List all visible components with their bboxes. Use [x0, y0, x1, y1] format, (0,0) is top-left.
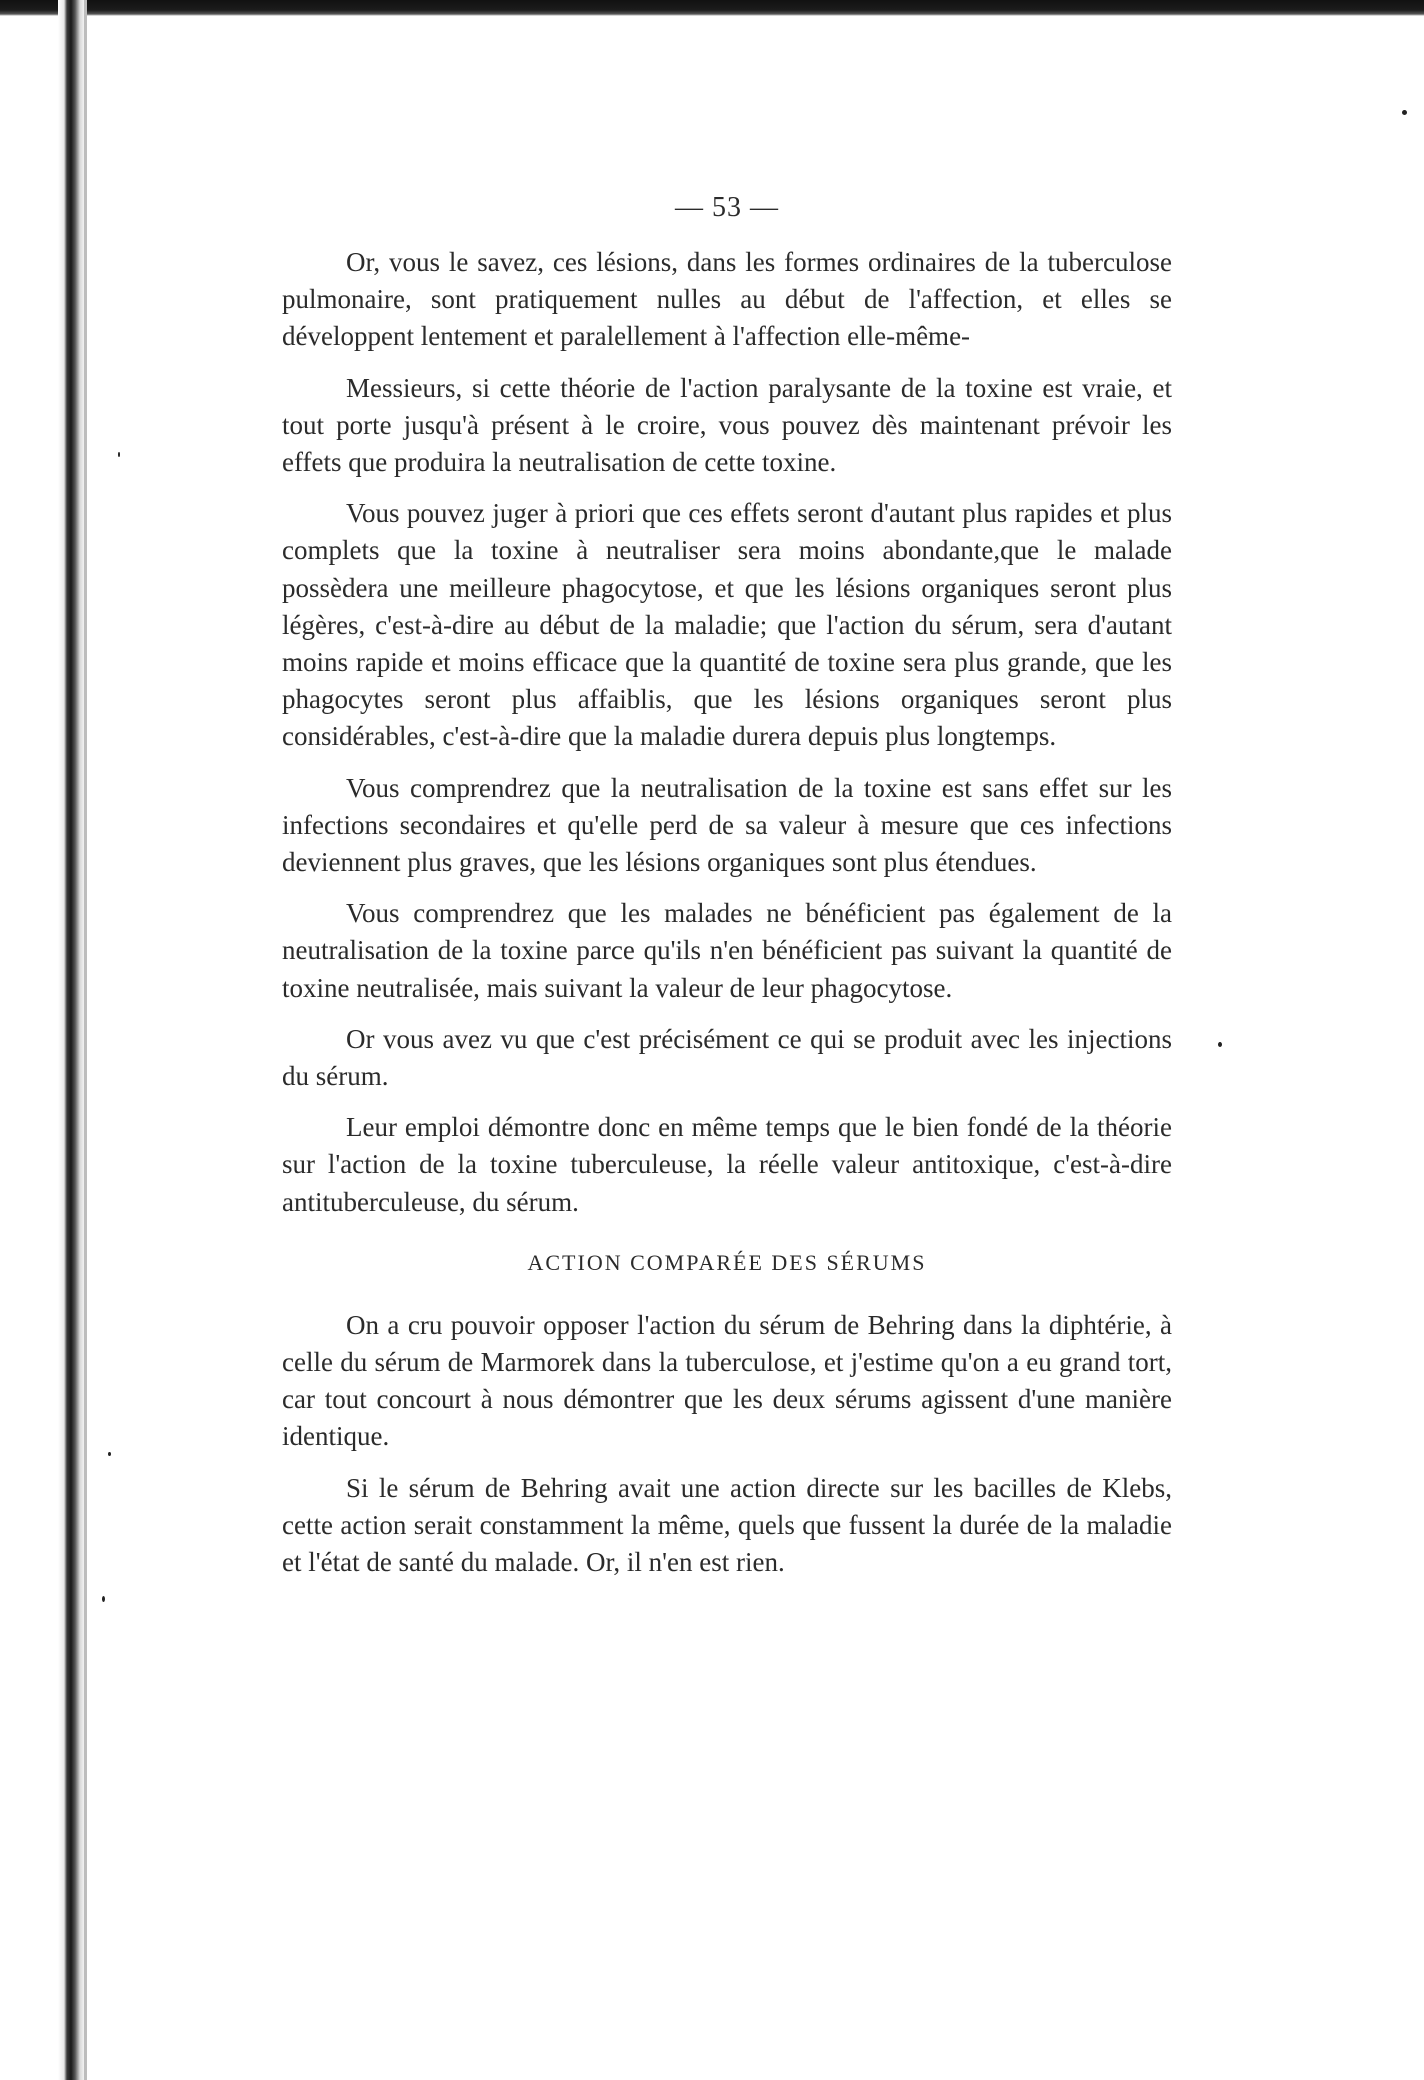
book-binding-shadow: [58, 0, 86, 2080]
section-heading: ACTION COMPARÉE DES SÉRUMS: [527, 1249, 927, 1275]
scan-speck: [1218, 1042, 1222, 1047]
body-paragraph: On a cru pouvoir opposer l'action du sérum de Behring dans la diphtérie, à celle du sérum de Marmorek dans la tuberculose, et j'estime qu'on a eu grand tort, car tout concourt à nous démontrer que les deux sérums agissent d'une manière identique.: [282, 1309, 1172, 1452]
body-paragraph: Vous comprendrez que la neutralisation de la toxine est sans effet sur les infections secondaires et qu'elle perd de sa valeur à mesure que ces infections deviennent plus graves, que les lésions organiques sont plus étendues.: [282, 772, 1172, 878]
body-paragraph: Vous pouvez juger à priori que ces effets seront d'autant plus rapides et plus complets que la toxine à neutraliser sera moins abondante,que le malade possèdera une meilleure phagocytose, et que les lésions organiques seront plus légères, c'est-à-dire au début de la maladie; que l'action du sérum, sera d'autant moins rapide et moins efficace que la quantité de toxine sera plus grande, que les phagocytes seront plus affaiblis, que les lésions organiques seront plus considérables, c'est-à-dire que la maladie durera depuis plus longtemps.: [282, 498, 1172, 752]
page-number: — 53 —: [675, 192, 779, 223]
scan-speck: [118, 452, 120, 457]
scan-speck: [108, 1452, 111, 1456]
scan-top-edge: [0, 0, 1424, 16]
body-paragraph: Si le sérum de Behring avait une action directe sur les bacilles de Klebs, cette action serait constamment la même, quels que fussent la durée de la maladie et l'état de santé du malade. Or, il n'en est rien.: [282, 1472, 1172, 1578]
binding-gutter-line: [84, 0, 87, 2080]
body-paragraph: Or vous avez vu que c'est précisément ce qui se produit avec les injections du sérum.: [282, 1023, 1172, 1092]
body-paragraph: Or, vous le savez, ces lésions, dans les formes ordinaires de la tuberculose pulmonaire, sont pratiquement nulles au début de l'affection, et elles se développent lentement et paralellement à l'affection elle-même-: [282, 247, 1172, 352]
scan-speck: [102, 1596, 105, 1602]
body-paragraph: Vous comprendrez que les malades ne bénéficient pas également de la neutralisation de la toxine parce qu'ils n'en bénéficient pas suivant la quantité de toxine neutralisée, mais suivant la valeur de leur phagocytose.: [282, 898, 1172, 1003]
document-page: [282, 190, 1172, 1595]
scan-speck: [1402, 110, 1407, 115]
body-paragraph: Leur emploi démontre donc en même temps que le bien fondé de la théorie sur l'action de la toxine tuberculeuse, la réelle valeur antitoxique, c'est-à-dire antituberculeuse, du sérum.: [282, 1112, 1172, 1217]
body-paragraph: Messieurs, si cette théorie de l'action paralysante de la toxine est vraie, et tout porte jusqu'à présent à le croire, vous pouvez dès maintenant prévoir les effets que produira la neutralisation de cette toxine.: [282, 372, 1172, 478]
